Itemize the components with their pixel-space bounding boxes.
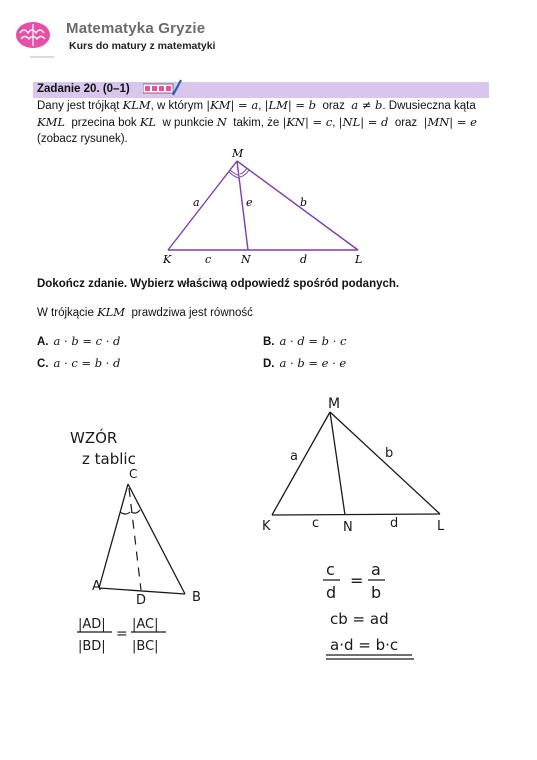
intro-text: Dany jest trójkąt	[37, 100, 123, 112]
intro-text: w punkcie	[162, 117, 214, 129]
answer-letter: D.	[263, 358, 275, 370]
hw-tri-c: C	[129, 467, 138, 481]
math-klm: KLM	[122, 98, 151, 112]
handwritten-solution	[0, 380, 537, 760]
hw-big-a: a	[290, 449, 298, 464]
intro-text: oraz	[322, 100, 345, 112]
answer-a[interactable]	[37, 334, 120, 348]
label-e: e	[246, 196, 253, 209]
hw-z-tablic: z tablic	[82, 450, 136, 468]
answer-text: a · c = b · d	[53, 356, 121, 370]
answer-c[interactable]	[37, 356, 120, 370]
hw-big-k: K	[262, 519, 271, 534]
math-mn: |MN| = e	[423, 115, 477, 129]
intro-text: oraz	[394, 117, 418, 129]
side-ml	[237, 161, 358, 250]
pencil-calculator-icon	[143, 78, 183, 98]
hw-big-c: c	[312, 516, 320, 531]
math-kml: KML	[37, 115, 66, 129]
label-n: N	[241, 253, 251, 266]
question-text: W trójkącie	[37, 307, 98, 319]
task-header-bar	[33, 82, 489, 98]
hw-wzor: WZÓR	[70, 429, 118, 447]
hw-proportion-formula	[77, 617, 166, 654]
label-d: d	[300, 253, 308, 266]
hw-big-l: L	[437, 519, 445, 534]
answer-text: a · d = b · c	[279, 334, 347, 348]
answer-b[interactable]	[263, 334, 346, 348]
hw-big-b: b	[385, 446, 394, 461]
math-neq: a ≠ b	[351, 98, 383, 112]
hw-ad: |AD|	[78, 617, 106, 632]
math-km: |KM| = a	[206, 98, 259, 112]
intro-text: przecina bok	[71, 117, 137, 129]
hw-bd: |BD|	[78, 639, 106, 654]
answer-d[interactable]	[263, 356, 346, 370]
label-m: M	[232, 147, 244, 160]
hw-tri-a: A	[92, 579, 101, 594]
answer-text: a · b = c · d	[53, 334, 121, 348]
hw-big-n: N	[343, 520, 353, 535]
hw-eq-d: d	[326, 583, 337, 602]
logo-underline	[30, 56, 54, 58]
answer-text: a · b = e · e	[279, 356, 347, 370]
hw-ac: |AC|	[132, 617, 159, 632]
hw-tri-b: B	[192, 590, 201, 605]
label-a: a	[193, 196, 200, 209]
label-b: b	[300, 196, 308, 209]
hw-eq-cb-ad: cb = ad	[330, 610, 389, 628]
label-c: c	[205, 253, 212, 266]
intro-text: , w którym	[150, 100, 207, 112]
hw-eq-b: b	[371, 583, 382, 602]
question-text: prawdziwa jest równość	[131, 307, 253, 319]
page-header	[14, 16, 524, 56]
brand-title: Matematyka Gryzie	[66, 20, 206, 37]
hw-tri-d: D	[136, 593, 147, 608]
math-lm: |LM| = b	[264, 98, 317, 112]
triangle-figure	[150, 145, 380, 267]
task-title: Zadanie 20. (0–1)	[37, 83, 130, 95]
intro-line-3: (zobacz rysunek).	[37, 133, 128, 145]
side-km	[168, 161, 237, 250]
hw-bc: |BC|	[132, 639, 159, 654]
hw-big-m: M	[328, 396, 341, 412]
hw-equation-fractions	[323, 560, 385, 602]
brand-subtitle: Kurs do matury z matematyki	[69, 40, 216, 52]
hw-big-d: d	[390, 516, 399, 531]
brain-logo-icon	[14, 18, 52, 52]
intro-line-2: KML przecina bok KL w punkcie N takim, że |KN| = c, |NL| = d oraz |MN| = e	[37, 115, 477, 129]
math-kn: |KN| = c	[282, 115, 333, 129]
hw-eq-equals: =	[350, 571, 364, 590]
hw-small-triangle	[99, 484, 185, 594]
instruction: Dokończ zdanie. Wybierz właściwą odpowiedź spośród podanych.	[37, 278, 400, 290]
intro-text: . Dwusieczna kąta	[382, 100, 476, 112]
hw-equals: =	[116, 626, 128, 642]
math-kl: KL	[139, 115, 157, 129]
hw-eq-c: c	[326, 560, 335, 579]
math-n: N	[216, 115, 227, 129]
intro-line-1: Dany jest trójkąt KLM, w którym |KM| = a, |LM| = b oraz a ≠ b. Dwusieczna kąta	[37, 98, 476, 112]
intro-text: takim, że	[233, 117, 280, 129]
hw-eq-final: a·d = b·c	[330, 636, 399, 654]
math-nl: |NL| = d	[338, 115, 389, 129]
hw-eq-a: a	[371, 560, 381, 579]
label-l: L	[355, 253, 363, 266]
question	[37, 304, 253, 322]
answer-letter: B.	[263, 336, 275, 348]
answer-letter: A.	[37, 336, 49, 348]
label-k: K	[163, 253, 172, 266]
math-klm: KLM	[97, 305, 126, 319]
answer-letter: C.	[37, 358, 49, 370]
